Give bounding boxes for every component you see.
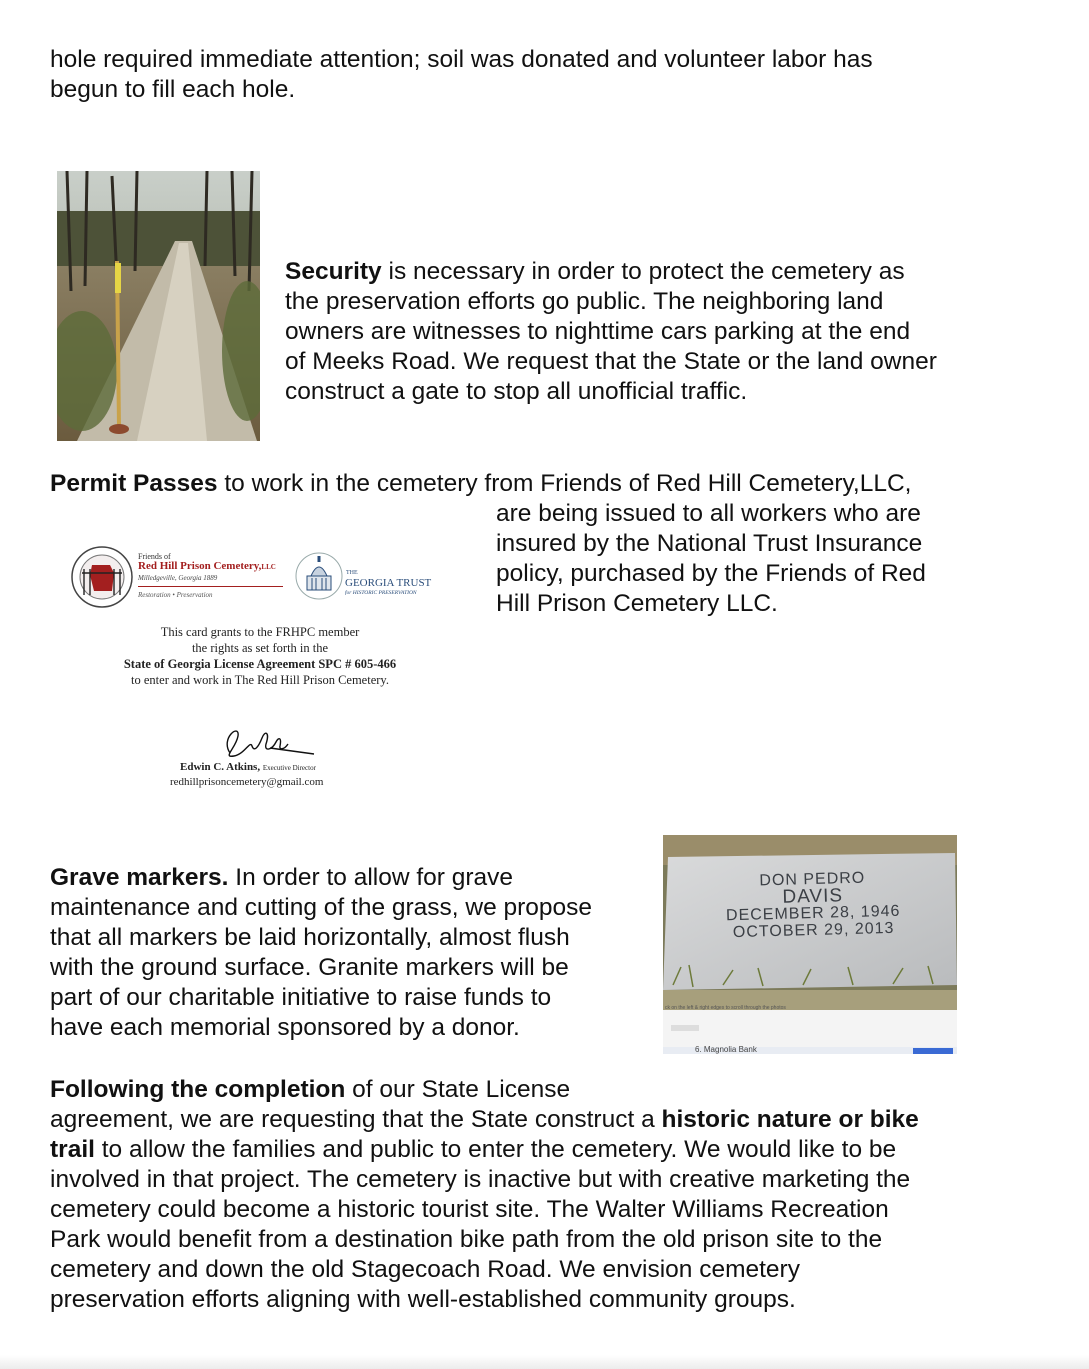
security-line: is necessary in order to protect the cemetery as bbox=[381, 258, 905, 285]
security-heading: Security bbox=[285, 258, 382, 285]
trail-line: Park would benefit from a destination bike path from the old prison site to the bbox=[50, 1226, 883, 1253]
security-paragraph bbox=[285, 257, 937, 407]
trail-line: cemetery and down the old Stagecoach Road. We envision cemetery bbox=[50, 1256, 800, 1283]
grant-text bbox=[60, 624, 460, 688]
permit-card bbox=[60, 540, 470, 800]
trail-line: cemetery could become a historic tourist site. The Walter Williams Recreation bbox=[50, 1196, 889, 1223]
security-line: the preservation efforts go public. The neighboring land bbox=[285, 288, 884, 315]
intro-line-1: hole required immediate attention; soil was donated and volunteer labor has bbox=[50, 46, 873, 73]
marker-photo-tab: 6. Magnolia Bank bbox=[695, 1045, 757, 1054]
org-tagline: Restoration • Preservation bbox=[138, 591, 213, 599]
grant-line-bold: State of Georgia License Agreement SPC # 605-466 bbox=[123, 657, 397, 671]
permit-heading: Permit Passes bbox=[50, 470, 218, 497]
security-line: of Meeks Road. We request that the State or the land owner bbox=[285, 348, 937, 375]
trail-bold: historic nature or bike bbox=[661, 1106, 919, 1133]
marker-name-2: DAVIS bbox=[782, 885, 844, 908]
grant-line: to enter and work in The Red Hill Prison Cemetery. bbox=[131, 673, 389, 687]
trail-heading: Following the completion bbox=[50, 1076, 346, 1103]
security-line: construct a gate to stop all unofficial traffic. bbox=[285, 378, 748, 405]
signer-name: Edwin C. Atkins, bbox=[180, 761, 261, 773]
trail-line: agreement, we are requesting that the State construct a bbox=[50, 1106, 662, 1133]
org-location: Milledgeville, Georgia 1889 bbox=[138, 574, 218, 582]
permit-line: Hill Prison Cemetery LLC. bbox=[496, 590, 778, 617]
permit-line: to work in the cemetery from Friends of Red Hill Cemetery,LLC, bbox=[217, 470, 912, 497]
permit-first-line bbox=[50, 469, 911, 499]
marker-inscription bbox=[692, 868, 934, 942]
trail-paragraph bbox=[50, 1075, 919, 1315]
trust-subtitle: for HISTORIC PRESERVATION bbox=[345, 590, 417, 596]
grave-line: with the ground surface. Granite markers will be bbox=[50, 954, 569, 981]
signer-title: Executive Director bbox=[262, 764, 316, 772]
permit-line: insured by the National Trust Insurance bbox=[496, 530, 923, 557]
marker-date-2: OCTOBER 29, 2013 bbox=[732, 919, 895, 942]
signer bbox=[180, 761, 316, 773]
grave-heading: Grave markers. bbox=[50, 864, 229, 891]
permit-line: are being issued to all workers who are bbox=[496, 500, 921, 527]
org-divider bbox=[138, 586, 283, 587]
org-small-text: Friends of bbox=[138, 552, 171, 561]
road-photo bbox=[57, 171, 260, 441]
trust-the: THE bbox=[346, 570, 358, 576]
trust-name: GEORGIA TRUST bbox=[345, 577, 432, 589]
trail-line: to allow the families and public to enter the cemetery. We would like to be bbox=[94, 1136, 897, 1163]
trail-line: of our State License bbox=[345, 1076, 571, 1103]
signature-icon bbox=[210, 718, 320, 763]
trail-line: preservation efforts aligning with well-established community groups. bbox=[50, 1286, 796, 1313]
marker-name-1: DON PEDRO bbox=[759, 869, 866, 890]
intro-line-2: begun to fill each hole. bbox=[50, 76, 296, 103]
marker-photo-caption: ck on the left & right edges to scroll through the photos bbox=[665, 1005, 786, 1011]
permit-paragraph bbox=[496, 499, 926, 619]
georgia-trust-capitol-icon bbox=[293, 548, 345, 600]
marker-date-1: DECEMBER 28, 1946 bbox=[725, 902, 901, 925]
grave-marker-photo bbox=[663, 835, 957, 1054]
grave-line: that all markers be laid horizontally, almost flush bbox=[50, 924, 570, 951]
grave-line: part of our charitable initiative to raise funds to bbox=[50, 984, 552, 1011]
trail-line: involved in that project. The cemetery is inactive but with creative marketing the bbox=[50, 1166, 911, 1193]
grave-line: have each memorial sponsored by a donor. bbox=[50, 1014, 520, 1041]
trail-bold: trail bbox=[50, 1136, 95, 1163]
grave-line: In order to allow for grave bbox=[228, 864, 514, 891]
grave-line: maintenance and cutting of the grass, we propose bbox=[50, 894, 593, 921]
page-bottom-edge bbox=[0, 1355, 1089, 1369]
red-hill-seal-icon bbox=[70, 545, 134, 609]
grant-line: This card grants to the FRHPC member bbox=[160, 625, 360, 639]
org-name: Red Hill Prison Cemetery,LLC bbox=[138, 560, 276, 572]
security-line: owners are witnesses to nighttime cars parking at the end bbox=[285, 318, 911, 345]
permit-line: policy, purchased by the Friends of Red bbox=[496, 560, 926, 587]
signer-email: redhillprisoncemetery@gmail.com bbox=[170, 776, 324, 788]
grant-line: the rights as set forth in the bbox=[191, 641, 329, 655]
intro-paragraph bbox=[50, 45, 873, 105]
grave-paragraph bbox=[50, 863, 592, 1043]
